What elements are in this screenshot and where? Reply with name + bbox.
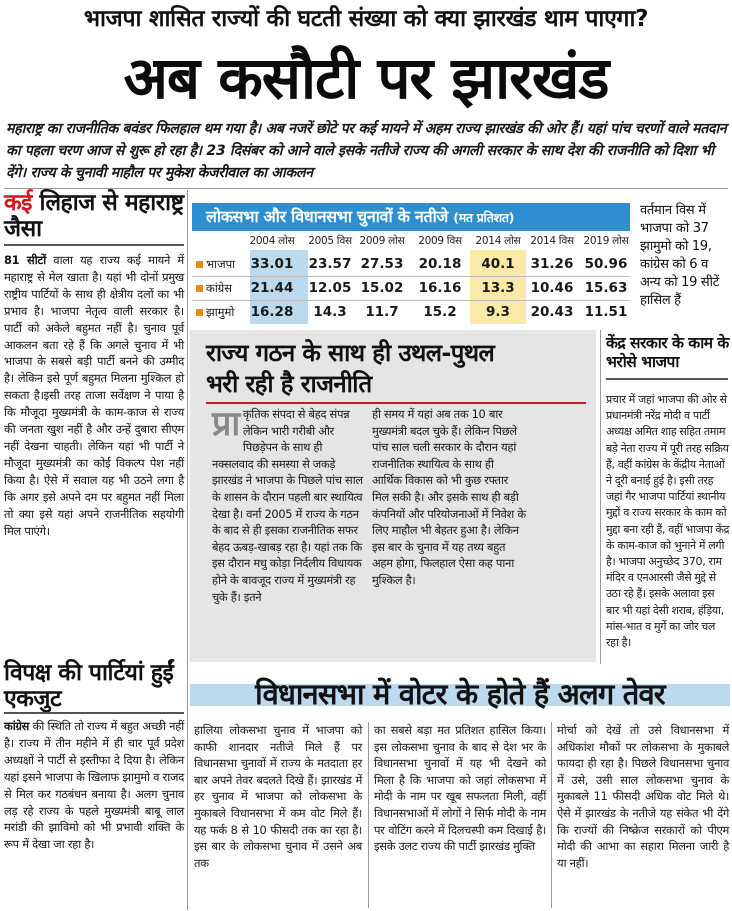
middle-column-1 [212,406,364,605]
middle-column-2: ही समय में यहां अब तक 10 बार मुख्यमंत्री बदल चुके हैं। लेकिन पिछले पांच साल चली सरकार के दौरान यहां राजनीतिक स्थायित्व के साथ ही आर्थिक विकास को भी कुछ रफ्तार मिल सकी है। और इसके साथ ही बड़ी कंपनियों और परियोजनाओं में निवेश के लिए माहौल भी बेहतर हुआ है। लेकिन इस बार के चुनाव में यह तथ्य बहुत अहम होगा, फिलहाल ऐसा कह पाना मुश्किल है। [372,407,526,587]
party-label [196,252,235,276]
section1-text: वाला यह राज्य कई मायने में महाराष्ट्र से मेल खाता है। यहां भी दोनों प्रमुख राष्ट्रीय पार्टियों के साथ ही क्षेत्रीय दलों का भी प्रभाव है। भाजपा नेतृत्व वाली सरकार है। पार्टी को अकेले बहुमत नहीं है। चुनाव पूर्व आकलन बता रहे हैं कि अगले चुनाव में भी भाजपा के सबसे बड़ी पार्टी बनने की उम्मीद है। लेकिन इसे पूर्ण बहुमत मिलना मुश्किल हो सकता है।इसी तरह ताजा सर्वेक्षण ने पाया है कि मौजूदा मुख्यमंत्री के काम-काज से राज्य की जनता खुश नहीं है और उन्हें दुबारा सीएम नहीं देखना चाहती। लेकिन यहां भी पार्टी ने मौजूदा मुख्यमंत्री का कोई विकल्प पेश नहीं किया है। ऐसे में सवाल यह भी उठने लगा है कि अगर इसे अपने दम पर बहुमत नहीं मिला तो क्या इसे यहां अपने राजनीतिक सहयोगी मिल पाएंगे। [4,253,184,538]
divider-left-column [187,190,188,910]
party-marker-icon [196,261,203,268]
intro-text: महाराष्ट्र का राजनीतिक बवंडर फिलहाल थम गया है। अब नजरें छोटे पर कई मायने में अहम राज्य झारखंड की ओर हैं। यहां पांच चरणों वाले मतदान का पहला चरण आज से शुरू हो रहा है। 23 दिसंबर को आने वाले इसके नतीजे राज्य की अगली सरकार के साथ देश की राजनीति को दिशा भी देंगे। राज्य के चुनावी माहौल पर [6,121,727,181]
table-cell: 16.28 [250,304,294,320]
table-row [192,252,630,276]
seat-side-note: वर्तमान विस में भाजपा को 37 झामुमो को 19, कांग्रेस को 6 व अन्य को 19 सीटें हासिल हैं [640,203,720,308]
results-table-subtitle: (मत प्रतिशत) [453,210,515,225]
section2-rule [4,712,184,714]
section2-body [4,718,184,853]
column-header: 2019 लोस [583,235,629,247]
section1-title-rest: लिहाज से महाराष्ट्र जैसा [4,190,184,242]
party-marker-icon [196,309,203,316]
party-name: भाजपा [206,257,236,271]
table-row [192,276,630,300]
section1-title-red: कई [4,190,32,216]
table-cell: 33.01 [250,256,294,272]
table-cell: 15.63 [584,280,628,296]
table-cell: 12.05 [308,280,352,296]
bottom-column-1: हालिया लोकसभा चुनाव में भाजपा को काफी शानदार नतीजे मिले हैं पर विधानसभा चुनावों में राज्य के मतदाता हर बार अपने तेवर बदलते दिखे हैं। झारखंड में हर चुनाव में भाजपा को लोकसभा के मुकाबले विधानसभा में कम वोट मिले हैं। यह फर्क 8 से 10 फीसदी तक का रहा है। इस बार के लोकसभा चुनाव में उसने अब तक [194,723,362,870]
table-cell: 16.16 [418,280,462,296]
table-cell: 27.53 [360,256,404,272]
kicker-headline: भाजपा शासित राज्यों की घटती संख्या को क्या झारखंड थाम पाएगा? [83,6,649,32]
bottom-title: विधानसभा में वोटर के होते हैं अलग तेवर [255,677,665,711]
right-title: केंद्र सरकार के काम के भरोसे भाजपा [606,334,729,371]
divider-top [4,188,728,189]
middle-column-1-text: कृतिक संपदा से बेहद संपन्न लेकिन भारी गरीबी और पिछड़ेपन के साथ ही नक्सलवाद की समस्या से जकड़े झारखंड ने भाजपा के पिछले पांच साल के शासन के दौरान पहली बार स्थायित्व देखा है। वर्ना 2005 में राज्य के गठन के बाद से ही इसका राजनीतिक सफर बेहद ऊबड़-खाबड़ रहा है। यहां तक कि इस दौरान मधु कोड़ा निर्दलीय विधायक होने के बावजूद राज्य में मुख्यमंत्री रह चुके हैं। इतने [212,407,363,604]
main-headline: अब कसौटी पर झारखंड [123,44,609,112]
column-header: 2009 विस [418,235,462,247]
column-header: 2005 विस [308,235,352,247]
section1-title [4,190,186,242]
table-cell: 20.43 [530,304,574,320]
right-body: प्रचार में जहां भाजपा की ओर से प्रधानमंत्री नरेंद्र मोदी व पार्टी अध्यक्ष अमित शाह सहित तमाम बड़े नेता राज्य में पूरी तरह सक्रिय हैं, वहीं कांग्रेस के केंद्रीय नेताओं ने दूरी बनाई हुई है। इसी तरह जहां गैर भाजपा पार्टियां स्थानीय मुद्दों व राज्य सरकार के काम को मुद्दा बना रही हैं, वहीं भाजपा केंद्र के काम-काज को भुनाने में लगी है। भाजपा अनुच्छेद 370, राम मंदिर व एनआरसी जैसे मुद्दे से उठा रहे हैं। इसके अलावा इस बार भी यहां देसी शराब, हंड़िया, मांस-भात व मुर्गे का जोर चल रहा है। [606,393,730,650]
middle-rule [206,402,586,404]
table-cell: 50.96 [584,256,628,272]
party-marker-icon [196,285,203,292]
party-label [196,276,232,300]
divider-bottom-2 [551,722,552,908]
column-header: 2014 विस [530,235,574,247]
table-cell: 9.3 [486,304,510,320]
intro-suffix: का आकलन [252,165,313,181]
bottom-column-3: मोर्चा को देखें तो उसे विधानसभा में अधिकांश मौकों पर लोकसभा के मुकाबले फायदा ही रहा है। पिछले विधानसभा चुनाव में उसे, उसी साल लोकसभा चुनाव के मुकाबले 11 फीसदी अधिक वोट मिले थे। ऐसे में झारखंड के नतीजे यह संकेत भी देंगे कि राज्यों की निष्क्रेज सरकारों को पीएम मोदी की आभा का सहारा मिलना जारी है या नहीं। [557,723,729,870]
section2-title: विपक्ष की पार्टियां हुईं एकजुट [4,660,174,712]
byline: मुकेश केजरीवाल [164,165,248,181]
bottom-column-2: का सबसे बड़ा मत प्रतिशत हासिल किया। इस लोकसभा चुनाव के बाद से देश भर के विधानसभा चुनावों में यह भी देखने को मिला है कि भाजपा को जहां लोकसभा में मोदी के नाम पर खूब सफलता मिली, वहीं विधानसभाओं में लोगों ने सिर्फ मोदी के नाम पर वोटिंग करने में दिलचस्पी कम दिखाई है। इसके उलट राज्य की पार्टी झारखंड मुक्ति [374,723,546,854]
table-cell: 23.57 [308,256,352,272]
column-header: 2014 लोस [475,235,521,247]
table-cell: 14.3 [313,304,347,320]
table-cell: 11.7 [365,304,399,320]
section2-lead: कांग्रेस [4,719,30,733]
divider-right-column [600,330,601,664]
table-cell: 11.51 [584,304,628,320]
results-table-title [192,203,630,231]
table-cell: 15.2 [423,304,457,320]
party-name: झामुमो [206,305,235,319]
intro-paragraph [6,118,728,186]
column-header: 2004 लोस [249,235,295,247]
table-cell: 31.26 [530,256,574,272]
right-rule [606,378,728,380]
section1-body [4,252,184,539]
table-row [192,300,630,324]
column-header: 2009 लोस [359,235,405,247]
table-cell: 40.1 [481,256,515,272]
section1-lead: 81 सीटों [4,253,46,267]
table-cell: 20.18 [418,256,462,272]
section1-rule [4,244,184,246]
dropcap: प्रा [212,404,240,444]
table-cell: 13.3 [481,280,515,296]
table-cell: 10.46 [530,280,574,296]
middle-title: राज्य गठन के साथ ही उथल-पुथल भरी रही है राजनीति [206,339,495,398]
table-cell: 15.02 [360,280,404,296]
divider-bottom-1 [368,722,369,908]
party-label [196,300,234,324]
table-cell: 21.44 [250,280,294,296]
results-table-columns [192,234,630,250]
party-name: कांग्रेस [206,281,233,295]
section2-text: की स्थिति तो राज्य में बहुत अच्छी नहीं है। राज्य में तीन महीने में ही चार पूर्व प्रदेश अध्यक्षों ने पार्टी से इस्तीफा दे दिया है। लेकिन यहां इसने भाजपा के खिलाफ झामुमो व राजद से मिल कर गठबंधन बनाया है। अलग चुनाव लड़ रहे राज्य के पहले मुख्यमंत्री बाबू लाल मरांडी की झाविमो को भी प्रभावी शक्ति के रूप में देखा जा रहा है। [4,719,184,852]
results-table-title-text: लोकसभा और विधानसभा चुनावों के नतीजे [206,207,448,226]
